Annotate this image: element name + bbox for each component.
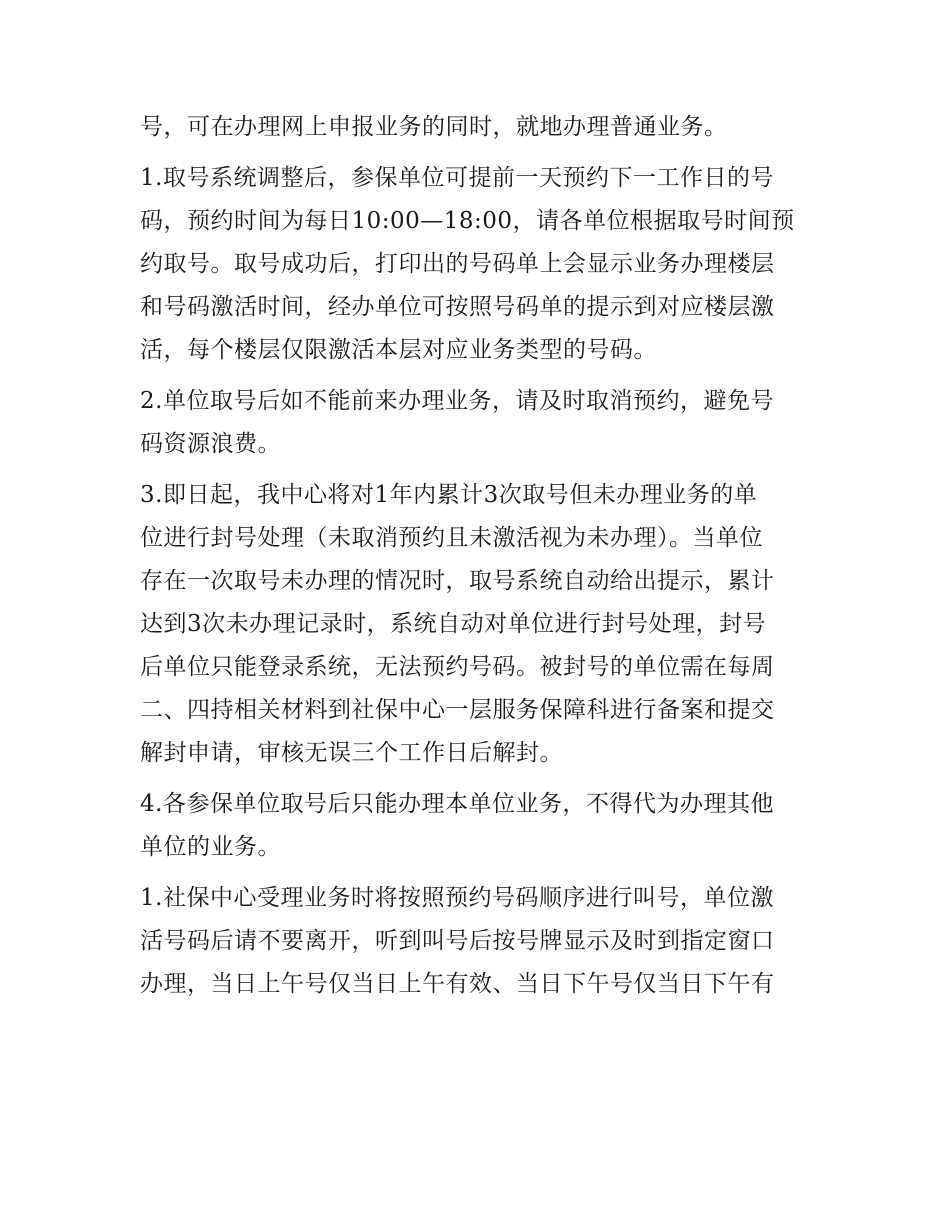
paragraph-item-3-ban <box>140 474 812 775</box>
text-line: 单位的业务。 <box>140 834 281 860</box>
paragraph-item-1-booking <box>140 157 812 372</box>
text-line: 3.即日起，我中心将对1年内累计3次取号但未办理业务的单 <box>140 482 758 508</box>
text-line: 达到3次未办理记录时，系统自动对单位进行封号处理，封号 <box>140 611 767 637</box>
text-line: 活号码后请不要离开，听到叫号后按号牌显示及时到指定窗口 <box>140 928 775 954</box>
text-line: 解封申请，审核无误三个工作日后解封。 <box>140 740 563 766</box>
paragraph-continuation <box>140 106 812 149</box>
text-line: 约取号。取号成功后，打印出的号码单上会显示业务办理楼层 <box>140 251 775 277</box>
text-line: 二、四持相关材料到社保中心一层服务保障科进行备案和提交 <box>140 697 775 723</box>
paragraph-item-1-calling <box>140 877 812 1006</box>
text-line: 号，可在办理网上申报业务的同时，就地办理普通业务。 <box>140 114 728 140</box>
text-line: 后单位只能登录系统，无法预约号码。被封号的单位需在每周 <box>140 654 775 680</box>
text-line: 码，预约时间为每日10:00—18:00，请各单位根据取号时间预 <box>140 208 795 234</box>
document-body <box>140 106 812 1006</box>
text-line: 和号码激活时间，经办单位可按照号码单的提示到对应楼层激 <box>140 294 775 320</box>
text-line: 1.社保中心受理业务时将按照预约号码顺序进行叫号，单位激 <box>140 885 774 911</box>
text-line: 4.各参保单位取号后只能办理本单位业务，不得代为办理其他 <box>140 791 774 817</box>
paragraph-item-4-own-business <box>140 783 812 869</box>
text-line: 存在一次取号未办理的情况时，取号系统自动给出提示，累计 <box>140 568 775 594</box>
text-line: 码资源浪费。 <box>140 431 281 457</box>
text-line: 办理，当日上午号仅当日上午有效、当日下午号仅当日下午有 <box>140 971 775 997</box>
text-line: 1.取号系统调整后，参保单位可提前一天预约下一工作日的号 <box>140 165 774 191</box>
text-line: 位进行封号处理（未取消预约且未激活视为未办理）。当单位 <box>140 525 763 551</box>
paragraph-item-2-cancel <box>140 380 812 466</box>
text-line: 活，每个楼层仅限激活本层对应业务类型的号码。 <box>140 337 657 363</box>
text-line: 2.单位取号后如不能前来办理业务，请及时取消预约，避免号 <box>140 388 774 414</box>
